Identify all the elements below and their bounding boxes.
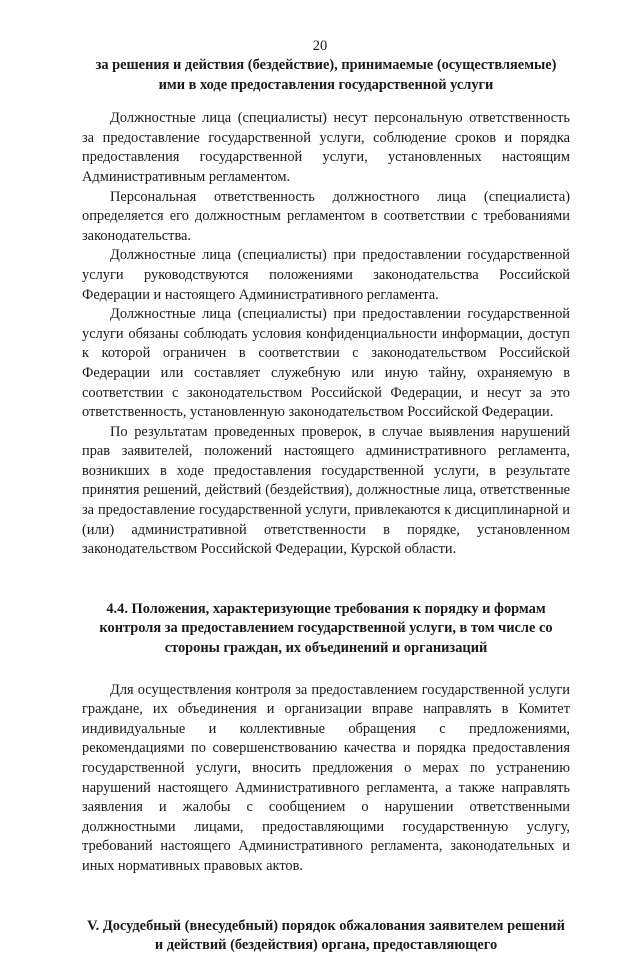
paragraph-personal-responsibility: Персональная ответственность должностного лица (специалиста) определяется его должностным регламентом в соответствии с требованиями законодательства.	[82, 188, 570, 244]
paragraph-confidentiality: Должностные лица (специалисты) при предоставлении государственной услуги обязаны соблюдать условия конфиденциальности информации, доступ к которой ограничен в соответствии с законодательством Российской Федерации или составляет служебную или иную тайну, охраняемую в соответствии с законодательством Российской Федерации, и несут за это ответственность, установленную законодательством Российской Федерации.	[82, 306, 570, 421]
section-5-heading: V. Досудебный (внесудебный) порядок обжалования заявителем решений и действий (бездействия) органа, предоставляющего	[87, 917, 565, 954]
paragraph-citizen-control: Для осуществления контроля за предоставлением государственной услуги граждане, их объединения и организации вправе направлять в Комитет индивидуальные и коллективные обращения с предложениями, рекомендациями по совершенствованию качества и порядка предоставления государственной услуги, вносить предложения о мерах по устранению нарушений настоящего Административного регламента, а также направлять заявления и жалобы с сообщением о нарушении ответственными должностными лицами, предоставляющими государственную услугу, требований настоящего Административного регламента, законодательных и иных нормативных правовых актов.	[82, 681, 570, 874]
paragraph-legislation: Должностные лица (специалисты) при предоставлении государственной услуги руководствуются положениями законодательства Российской Федерации и настоящего Административного регламента.	[82, 247, 570, 303]
page-content	[82, 56, 570, 956]
paragraph-inspection-results: По результатам проведенных проверок, в случае выявления нарушений прав заявителей, положений настоящего административного регламента, возникших в ходе предоставления государственной услуги, в результате принятия решений, действий (бездействия), должностные лица, ответственные за предоставление государственной услуги, привлекаются к дисциплинарной и (или) административной ответственности в порядке, установленном законодательством Российской Федерации, Курской области.	[82, 423, 570, 558]
paragraph-responsibility: Должностные лица (специалисты) несут персональную ответственность за предоставление государственной услуги, соблюдение сроков и порядка предоставления государственной услуги, установленных настоящим Административным регламентом.	[82, 110, 570, 185]
section-4-3-heading-tail: за решения и действия (бездействие), принимаемые (осуществляемые) ими в ходе предоставления государственной услуги	[95, 57, 557, 93]
section-4-4-heading: 4.4. Положения, характеризующие требования к порядку и формам контроля за предоставлением государственной услуги, в том числе со стороны граждан, их объединений и организаций	[99, 600, 553, 657]
page-number: 20	[312, 38, 328, 54]
